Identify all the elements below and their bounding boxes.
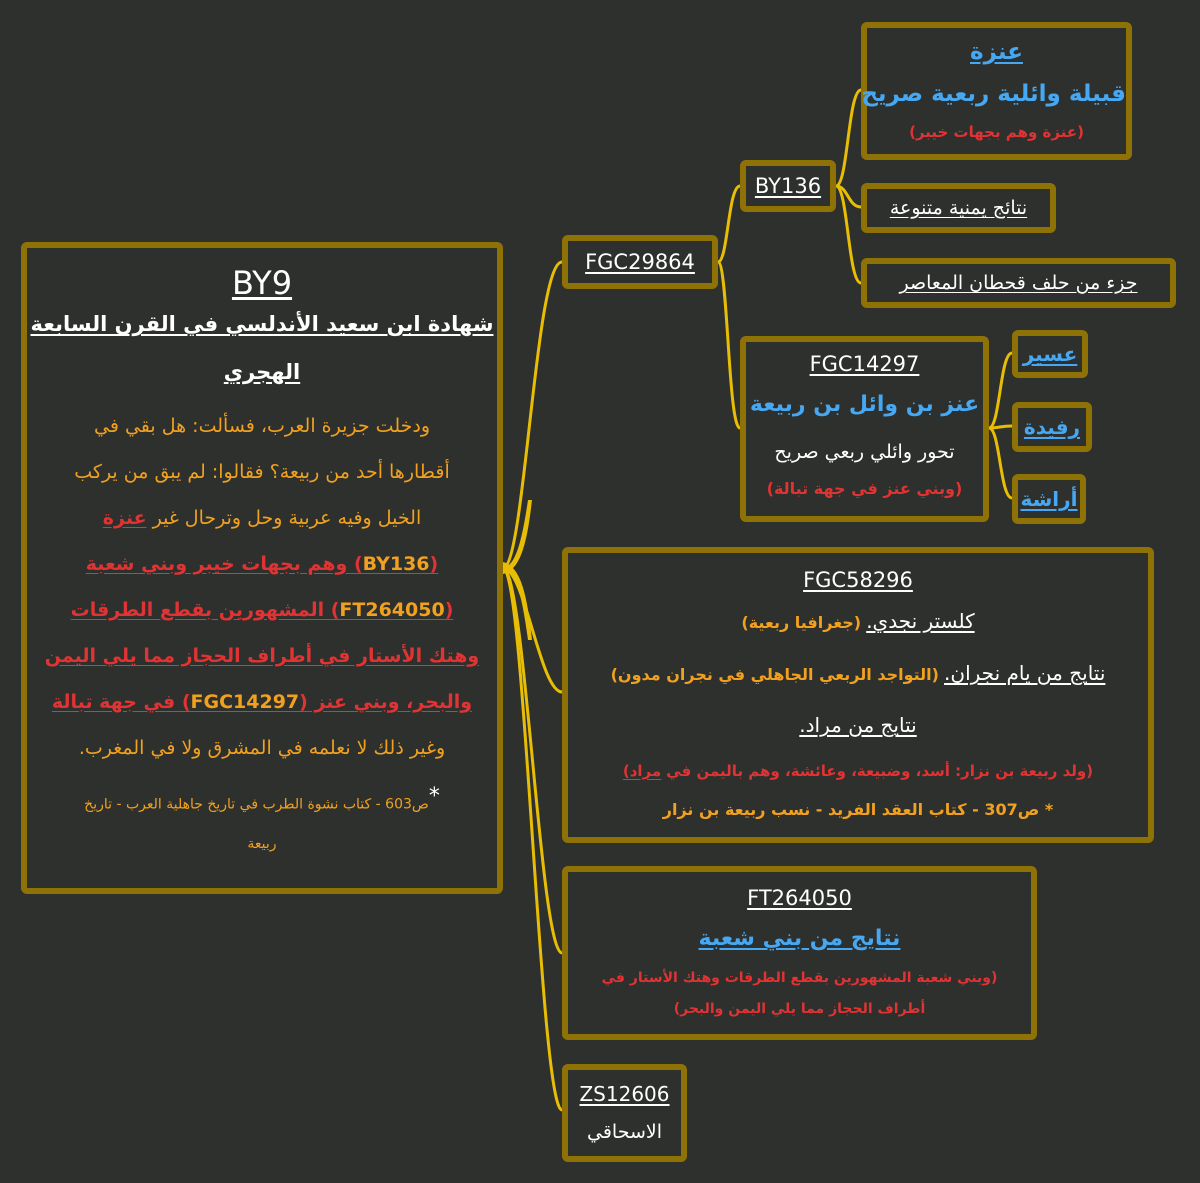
node-anaza[interactable] <box>861 22 1132 160</box>
root-node-by9 <box>21 242 503 894</box>
node-rufaida-label: رفيدة <box>1023 415 1081 439</box>
node-anaza-desc: قبيلة وائلية ربعية صريح <box>861 81 1126 107</box>
node-yemeni-label: نتائج يمنية متنوعة <box>889 197 1028 219</box>
quote-line-2: أقطارها أحد من ربيعة؟ فقالوا: لم يبق من يركب <box>74 460 450 483</box>
node-arasha-label: أراشة <box>1020 487 1078 511</box>
node-anaza-note: (عنزة وهم بجهات خيبر) <box>909 123 1084 141</box>
node-qahtan-label: جزء من حلف قحطان المعاصر <box>899 272 1138 294</box>
node-ft264050-label: FT264050 <box>747 886 852 910</box>
connector-fgc29864-fgc14297 <box>718 262 740 428</box>
connector-by136-anaza <box>836 90 861 186</box>
node-fgc14297[interactable] <box>740 336 989 522</box>
node-yemeni-results[interactable] <box>861 183 1056 233</box>
node-fgc14297-note: (وبني عنز في جهة تبالة) <box>766 479 963 498</box>
reference-line-1: *ص603 - كتاب نشوة الطرب في تاريخ جاهلية العرب - تاريخ <box>84 783 440 813</box>
node-zs12606-label: ZS12606 <box>579 1082 670 1106</box>
node-ft264050-name: نتايج من بني شعبة <box>698 926 901 951</box>
quote-line-4: (BY136) وهم بجهات خيبر وبني شعبة <box>85 552 439 575</box>
node-fgc58296[interactable] <box>562 547 1154 843</box>
node-fgc29864-label: FGC29864 <box>585 250 695 274</box>
node-zs12606[interactable] <box>562 1064 687 1162</box>
node-by136-label: BY136 <box>754 174 822 198</box>
fgc58296-line-2: نتايج من يام نجران. (التواجد الربعي الجاهلي في نجران مدون) <box>610 661 1106 685</box>
quote-line-3: الخيل وفيه عربية وحل وترحال غير عنزة <box>102 506 422 529</box>
code-fgc14297[interactable]: FGC14297 <box>190 690 300 713</box>
root-reference <box>27 777 497 865</box>
link-anaza[interactable]: عنزة <box>102 506 147 529</box>
connector-fgc14297-arasha <box>989 428 1012 498</box>
quote-line-6: وهتك الأستار في أطراف الحجاز مما يلي اليمن <box>44 644 480 667</box>
node-ft264050[interactable] <box>562 866 1037 1040</box>
root-heading-1: شهادة ابن سعيد الأندلسي في القرن السابعة <box>30 312 494 337</box>
connector-root-ft264050 <box>503 568 562 953</box>
connector-by136-qahtan <box>836 186 861 283</box>
fgc58296-line-3: نتايج من مراد. <box>799 713 917 737</box>
connector-by136-yemeni <box>836 186 861 207</box>
quote-line-7: والبحر، وبني عنز (FGC14297) في جهة تبالة <box>51 690 473 713</box>
node-anaza-name: عنزة <box>970 39 1023 65</box>
connector-root-fgc29864 <box>503 262 562 568</box>
fgc58296-line-5: * ص307 - كتاب العقد الفريد - نسب ربيعة بن نزار <box>662 800 1054 819</box>
connector-fgc29864-by136 <box>718 186 740 262</box>
quote-line-5: (FT264050) المشهورين بقطع الطرقات <box>70 598 454 621</box>
node-ft264050-note-2: أطراف الحجاز مما يلي اليمن والبحر) <box>673 1001 926 1017</box>
node-by136[interactable] <box>740 160 836 212</box>
node-zs12606-desc: الاسحاقي <box>586 1121 662 1143</box>
fgc58296-line-4: (ولد ربيعة بن نزار: أسد، وضبيعة، وعائشة، وهم باليمن في مراد) <box>622 762 1094 780</box>
root-title: BY9 <box>231 264 293 302</box>
fgc58296-line-1: كلستر نجدي. (جغرافيا ربعية) <box>741 609 975 633</box>
link-murad[interactable]: مراد) <box>622 762 662 780</box>
connector-root-fgc58296 <box>503 568 562 692</box>
quote-line-1: ودخلت جزيرة العرب، فسألت: هل بقي في <box>94 414 430 437</box>
code-ft264050[interactable]: FT264050 <box>339 598 445 621</box>
node-fgc14297-desc: تحور وائلي ربعي صريح <box>774 441 955 463</box>
node-fgc58296-label: FGC58296 <box>803 568 913 592</box>
code-by136[interactable]: BY136 <box>362 552 430 575</box>
node-arasha[interactable] <box>1012 474 1086 524</box>
connector-fgc14297-asir <box>989 353 1012 428</box>
node-fgc14297-name: عنز بن وائل بن ربيعة <box>749 392 980 417</box>
node-qahtan[interactable] <box>861 258 1176 308</box>
node-fgc29864[interactable] <box>562 235 718 289</box>
root-heading-2: الهجري <box>223 359 301 384</box>
connector-root-zs12606 <box>503 568 562 1110</box>
root-quote <box>27 403 497 771</box>
node-asir-label: عسير <box>1022 342 1078 366</box>
node-rufaida[interactable] <box>1012 402 1092 452</box>
reference-line-2: ربيعة <box>247 836 277 853</box>
quote-line-8: وغير ذلك لا نعلمه في المشرق ولا في المغرب. <box>78 736 446 759</box>
node-fgc14297-label: FGC14297 <box>809 352 920 376</box>
node-ft264050-note-1: (وبني شعبة المشهورين بقطع الطرقات وهتك الأستار في <box>601 970 998 986</box>
connector-fgc14297-rufaida <box>989 426 1012 428</box>
node-asir[interactable] <box>1012 330 1088 378</box>
